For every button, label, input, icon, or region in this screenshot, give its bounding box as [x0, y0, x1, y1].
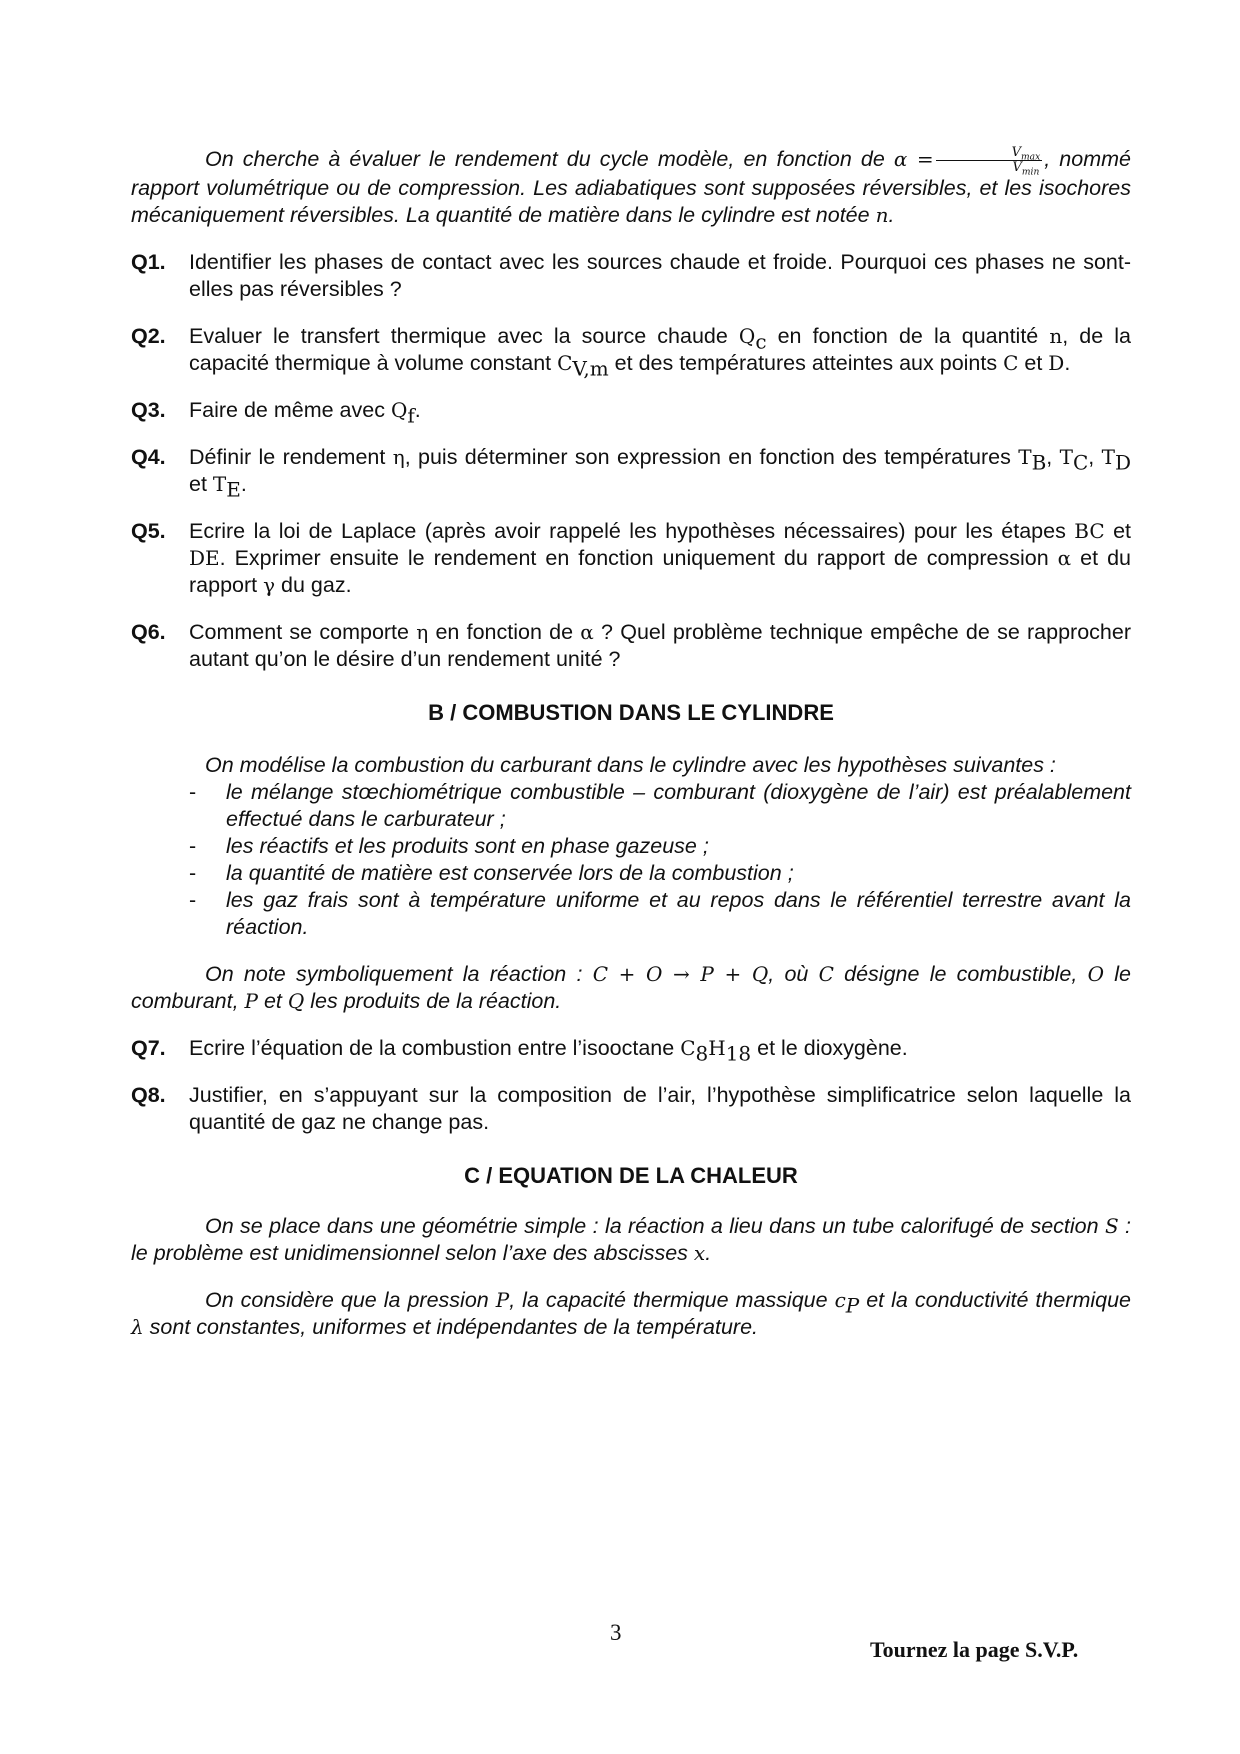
s-symbol: S: [1104, 1214, 1119, 1238]
carbon-sub: 8: [695, 1041, 709, 1066]
q5-text-1: Ecrire la loi de Laplace (après avoir rappelé les hypothèses nécessaires) pour les étapes: [189, 519, 1075, 543]
q2-text-3: , de la capacité thermique à volume constant: [189, 324, 1132, 375]
q-symbol: Q: [287, 989, 305, 1013]
page-content: [131, 146, 1131, 1341]
q2-text-2: en fonction de la quantité: [766, 324, 1050, 348]
question-text: Identifier les phases de contact avec les sources chaude et froide. Pourquoi ces phases ne sont-elles pas réversibles ?: [189, 250, 1131, 301]
gamma-symbol: γ: [263, 573, 276, 597]
vmin-v: V: [1012, 160, 1022, 175]
section-c-title: C / EQUATION DE LA CHALEUR: [464, 1163, 798, 1188]
tc-symbol: T: [1059, 445, 1073, 469]
c-p1-text-2: : le problème est unidimensionnel selon l’axe des abscisses: [131, 1214, 1132, 1265]
list-item: - les réactifs et les produits sont en phase gazeuse ;: [189, 833, 1131, 860]
hydrogen-symbol: H: [708, 1036, 726, 1060]
tb-sub: B: [1031, 450, 1047, 475]
list-item: - la quantité de matière est conservée lors de la combustion ;: [189, 860, 1131, 887]
qc-sub: c: [755, 329, 767, 354]
c-symbol: C: [818, 962, 834, 986]
note-text-3: désigne le combustible,: [833, 962, 1088, 986]
q4-text-2: , puis déterminer son expression en fonction des températures: [404, 445, 1019, 469]
x-symbol: x: [693, 1241, 706, 1265]
c-p2-text-1: On considère que la pression: [205, 1288, 496, 1312]
eta-symbol: η: [392, 445, 405, 469]
q4-text-4: .: [240, 472, 247, 496]
intro-text-3: .: [888, 203, 895, 227]
o-symbol: O: [1087, 962, 1104, 986]
hypotheses-list: [131, 779, 1131, 941]
volume-ratio-fraction: [936, 145, 1043, 178]
question-q4: [131, 444, 1131, 502]
section-b-title: B / COMBUSTION DANS LE CYLINDRE: [428, 700, 834, 725]
turn-page-note: Tournez la page S.V.P.: [870, 1637, 1079, 1662]
page-number: 3: [610, 1620, 622, 1645]
vmin-sub: min: [1021, 167, 1040, 178]
td-symbol: T: [1101, 445, 1115, 469]
q3-text-2: .: [414, 398, 421, 422]
question-number: Q6.: [131, 620, 166, 644]
q2-text-6: .: [1064, 351, 1071, 375]
c-p1-text-1: On se place dans une géométrie simple : la réaction a lieu dans un tube calorifugé de section: [205, 1214, 1105, 1238]
question-q1: [131, 249, 1131, 303]
qf-symbol: Q: [390, 398, 408, 422]
q7-text-1: Ecrire l’équation de la combustion entre l’isooctane: [189, 1036, 681, 1060]
question-number: Q1.: [131, 250, 166, 274]
question-number: Q2.: [131, 324, 166, 348]
intro-text-2: , nommé rapport volumétrique ou de compression. Les adiabatiques sont supposées réversibles, et les isochores mécaniquement réversibles. La quantité de matière dans le cylindre est notée: [131, 147, 1131, 227]
cvm-sub: V,m: [572, 356, 609, 381]
point-c: C: [1003, 351, 1019, 375]
reaction-equation: C + O → P + Q: [592, 962, 769, 986]
question-q3: [131, 397, 1131, 428]
c-p2-text-4: sont constantes, uniformes et indépendantes de la température.: [143, 1315, 759, 1339]
q2-text-4: et des températures atteintes aux points: [608, 351, 1004, 375]
alpha-symbol: α =: [893, 147, 934, 172]
question-number: Q8.: [131, 1083, 166, 1107]
cp-sub: P: [845, 1293, 860, 1318]
tb-symbol: T: [1018, 445, 1032, 469]
question-text: Justifier, en s’appuyant sur la composition de l’air, l’hypothèse simplificatrice selon laquelle la quantité de gaz ne change pas.: [189, 1083, 1131, 1134]
tc-sub: C: [1072, 450, 1089, 475]
cp-symbol: c: [834, 1288, 846, 1312]
section-c-paragraph-1: [131, 1213, 1131, 1267]
intro-text-1: On cherche à évaluer le rendement du cycle modèle, en fonction de: [205, 147, 894, 172]
c-p2-text-2: , la capacité thermique massique: [509, 1288, 835, 1312]
reaction-note: [131, 961, 1131, 1015]
c-p2-text-3: et la conductivité thermique: [859, 1288, 1131, 1312]
cvm-symbol: C: [557, 351, 573, 375]
question-q7: [131, 1035, 1131, 1066]
q5-text-3: . Exprimer ensuite le rendement en fonction uniquement du rapport de compression: [219, 546, 1058, 570]
question-q6: [131, 619, 1131, 673]
q4-sep-1: ,: [1046, 445, 1060, 469]
q6-text-1: Comment se comporte: [189, 620, 417, 644]
te-symbol: T: [212, 472, 227, 496]
section-b-intro: On modélise la combustion du carburant dans le cylindre avec les hypothèses suivantes :: [205, 753, 1056, 777]
lambda-symbol: λ: [131, 1315, 144, 1339]
question-q2: [131, 323, 1132, 381]
te-sub: E: [226, 477, 241, 502]
q4-text-1: Définir le rendement: [189, 445, 393, 469]
q7-text-2: et le dioxygène.: [751, 1036, 908, 1060]
list-item: - les gaz frais sont à température uniforme et au repos dans le référentiel terrestre avant la réaction.: [189, 887, 1131, 941]
carbon-symbol: C: [680, 1036, 696, 1060]
question-number: Q7.: [131, 1036, 166, 1060]
q2-text-1: Evaluer le transfert thermique avec la source chaude: [189, 324, 739, 348]
note-text-1: On note symboliquement la réaction :: [205, 962, 593, 986]
q5-text-4: et du rapport: [189, 546, 1131, 597]
note-text-6: les produits de la réaction.: [304, 989, 562, 1013]
qc-symbol: Q: [738, 324, 756, 348]
question-number: Q4.: [131, 445, 166, 469]
hydrogen-sub: 18: [725, 1041, 752, 1066]
question-number: Q5.: [131, 519, 166, 543]
vmax-v: V: [1011, 145, 1022, 160]
question-number: Q3.: [131, 398, 166, 422]
alpha-symbol: α: [580, 620, 594, 644]
intro-paragraph: [131, 146, 1131, 229]
question-q5: [131, 518, 1131, 599]
q4-sep-2: ,: [1088, 445, 1102, 469]
c-p1-text-3: .: [705, 1241, 712, 1265]
qf-sub: f: [407, 403, 415, 428]
q4-text-3: et: [189, 472, 213, 496]
alpha-symbol: α: [1057, 546, 1072, 570]
list-item: - le mélange stœchiométrique combustible – comburant (dioxygène de l’air) est préalablement effectué dans le carburateur ;: [189, 779, 1131, 833]
point-d: D: [1048, 351, 1065, 375]
note-text-2: , où: [768, 962, 819, 986]
eta-symbol: η: [416, 620, 429, 644]
step-bc: BC: [1074, 519, 1105, 543]
p-symbol: P: [244, 989, 258, 1013]
q3-text-1: Faire de même avec: [189, 398, 391, 422]
q5-text-5: du gaz.: [275, 573, 352, 597]
q2-text-5: et: [1018, 351, 1049, 375]
vmax-sub: max: [1021, 152, 1041, 163]
q5-text-2: et: [1104, 519, 1131, 543]
question-q8: [131, 1082, 1131, 1136]
td-sub: D: [1114, 450, 1131, 475]
q6-text-3: ? Quel problème technique empêche de se rapprocher autant qu’on le désire d’un rendement unité ?: [189, 620, 1131, 671]
pressure-symbol: P: [495, 1288, 510, 1312]
section-c-paragraph-2: [131, 1287, 1131, 1341]
n-symbol: n: [1049, 324, 1063, 348]
note-text-4: le comburant,: [131, 962, 1131, 1013]
step-de: DE: [189, 546, 220, 570]
q6-text-2: en fonction de: [428, 620, 581, 644]
n-symbol: n: [875, 203, 889, 227]
note-text-5: et: [258, 989, 288, 1013]
